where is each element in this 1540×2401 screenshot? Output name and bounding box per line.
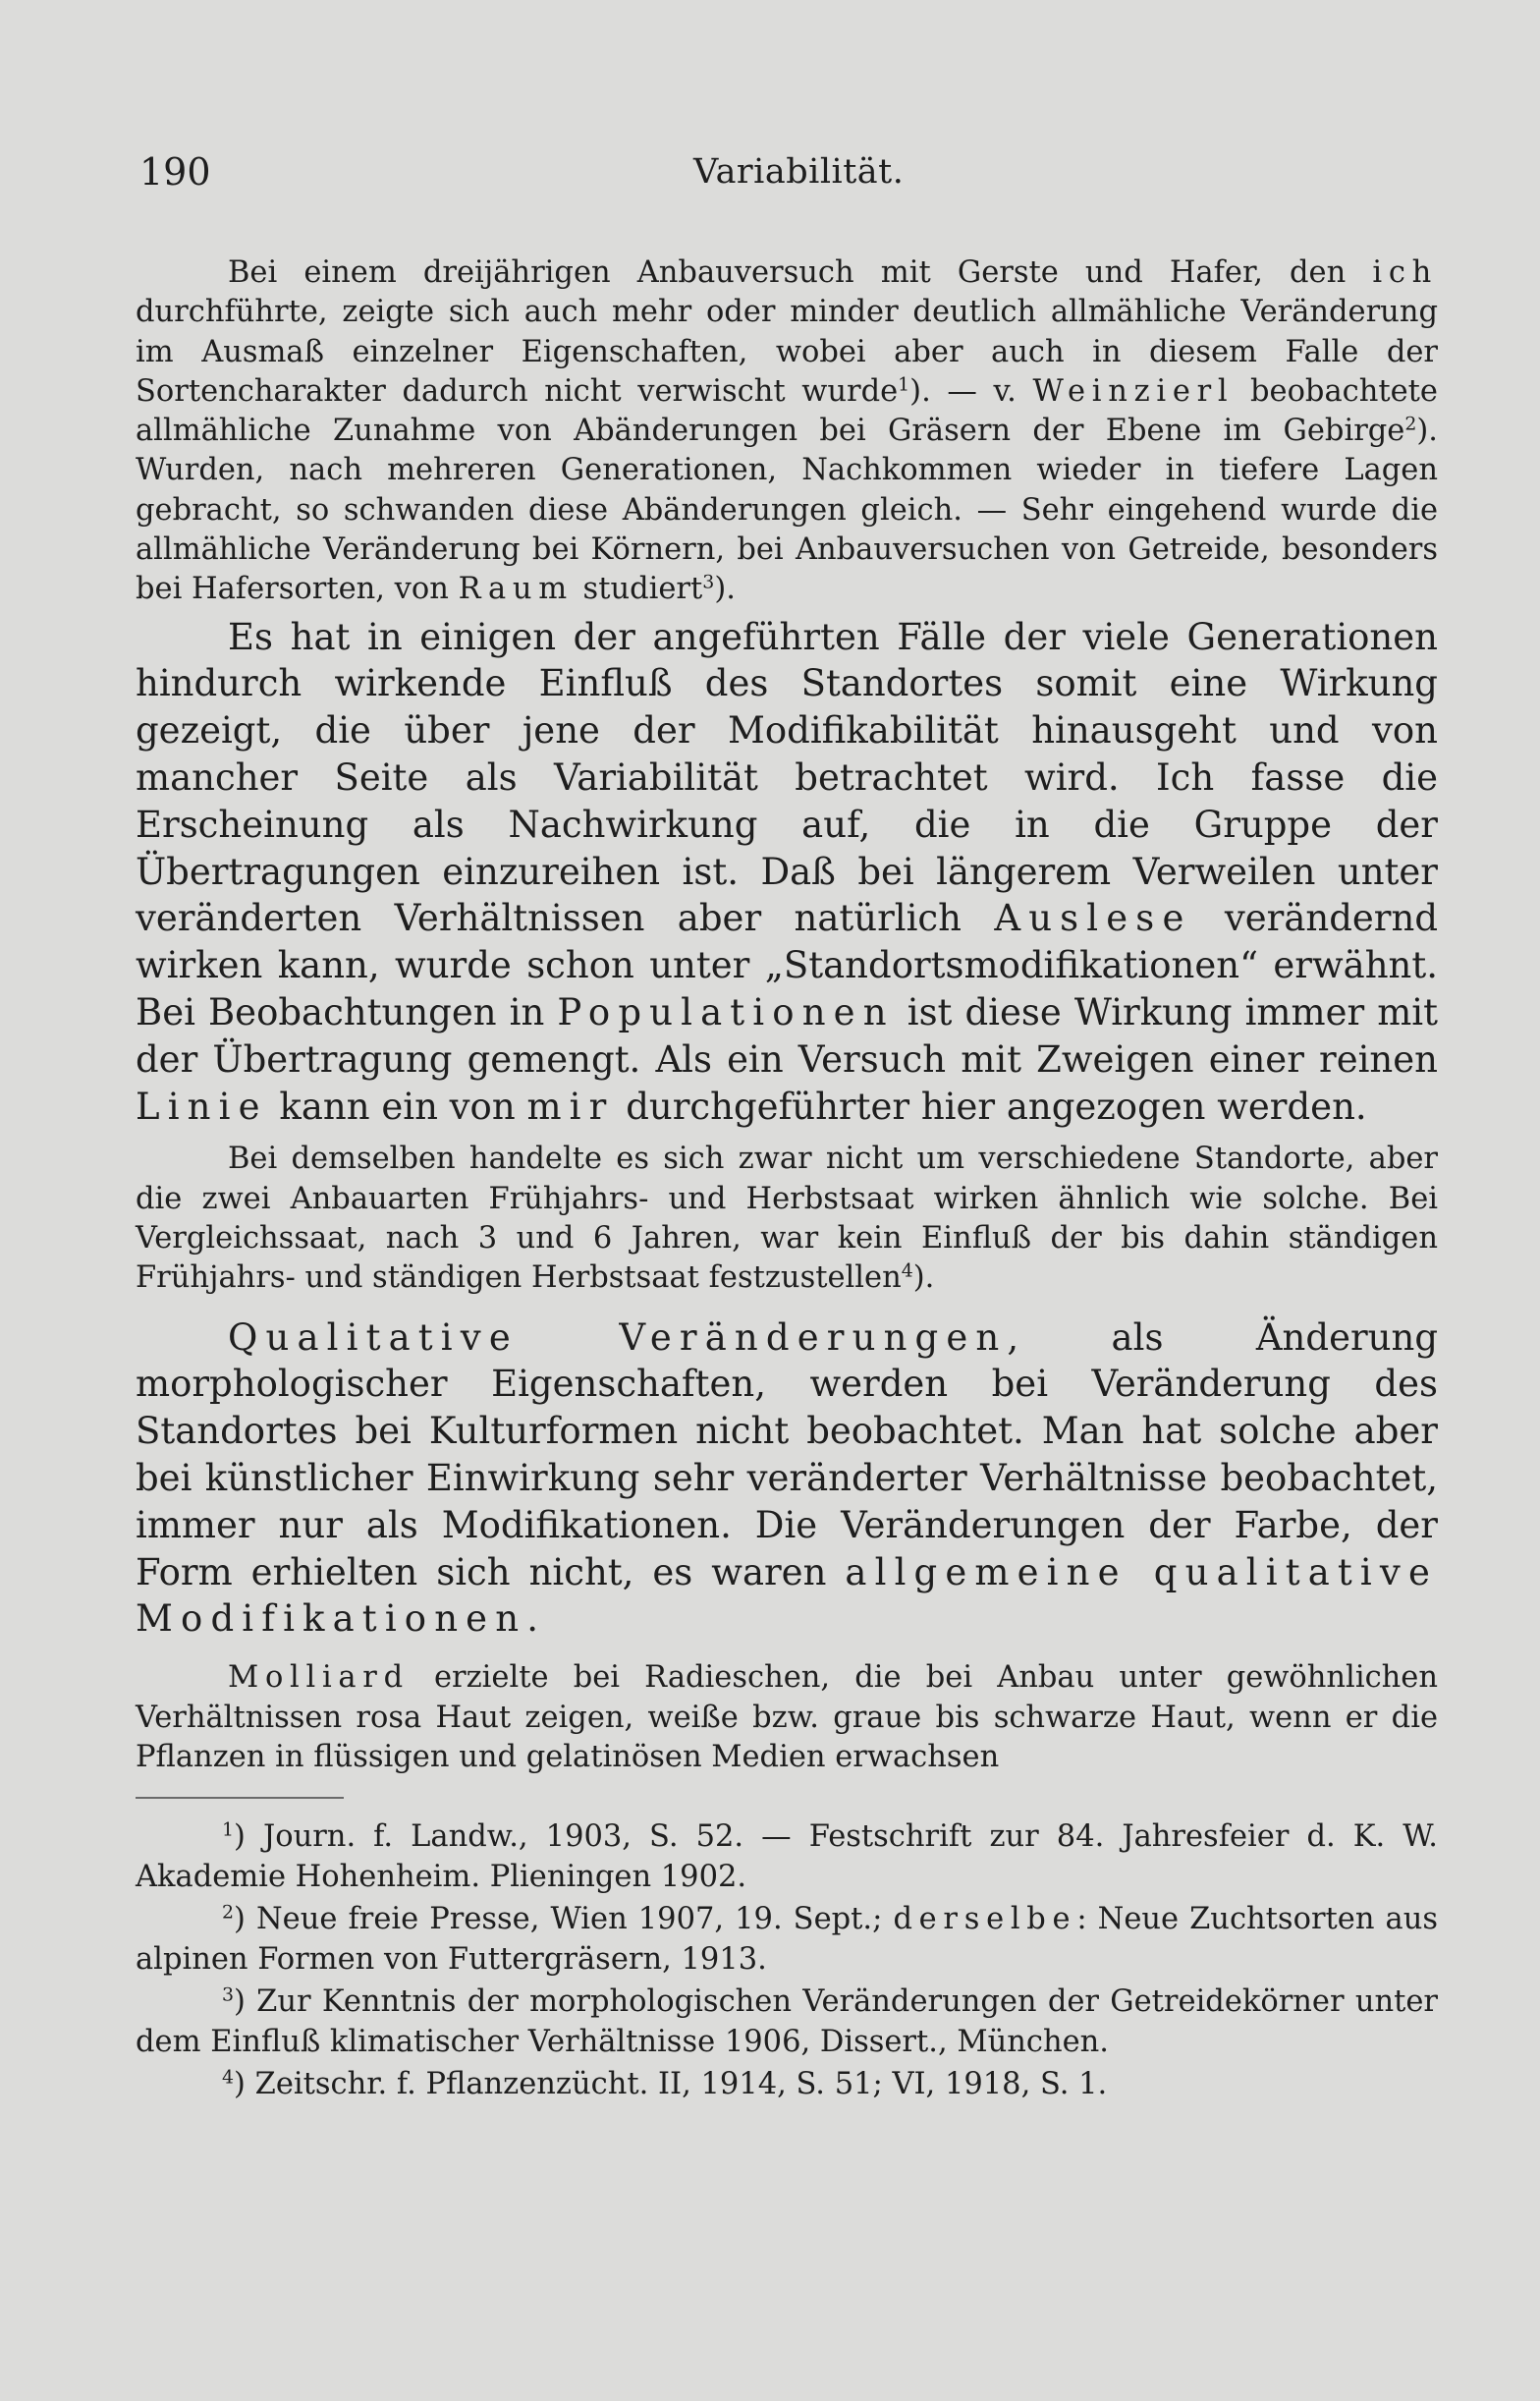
paragraph-molliard: [136, 1658, 1438, 1777]
spaced-emphasis: allgemeine qualitative Modifikationen: [136, 1550, 1438, 1641]
spaced-emphasis: Auslese: [994, 897, 1192, 940]
footnote-text: ) Zur Kenntnis der morphologischen Veränderungen der Getreidekörner unter dem Einfluß klimatischer Verhältnisse 1906, Dissert., München.: [136, 1984, 1438, 2060]
footnote-mark: 4: [222, 2066, 235, 2089]
text-run: beobachtete allmähliche Zunahme von Abänderungen bei Gräsern der Ebene im Gebirge: [136, 373, 1438, 449]
footnote-mark: 2: [222, 1901, 235, 1924]
spaced-emphasis: Linie: [136, 1085, 268, 1128]
footnote-ref-2[interactable]: 2: [1404, 413, 1417, 435]
text-run: Bei demselben handelte es sich zwar nicht um verschiedene Standorte, aber die zwei Anbauarten Frühjahrs- und Herbstsaat wirken ähnlich wie solche. Bei Vergleichssaat, nach 3 und 6 Jahren, war kein Einfluß der bis dahin ständigen Frühjahrs- und ständigen Herbstsaat festzustellen: [136, 1142, 1438, 1296]
spaced-emphasis: mir: [526, 1085, 615, 1128]
page-number: 190: [139, 150, 211, 194]
text-run: ist diese Wirkung immer mit der Übertragung gemengt. Als ein Versuch mit Zweigen einer reinen: [136, 991, 1438, 1081]
text-run: durchgeführter hier angezogen werden.: [614, 1085, 1367, 1128]
footnote-mark: 1: [222, 1818, 235, 1841]
author-weinzierl: Weinzierl: [1032, 373, 1235, 409]
running-title: Variabilität.: [693, 152, 905, 192]
footnotes: [136, 1816, 1438, 2104]
footnote-text: : Neue Zuchtsorten aus alpinen Formen von Futtergräsern, 1913.: [136, 1902, 1438, 1978]
text-run: verändernd wirken kann, wurde schon unter „Standortsmodifikationen“ erwähnt. Bei Beobachtungen in: [136, 897, 1438, 1034]
footnote-text: ) Journ. f. Landw., 1903, S. 52. — Festschrift zur 84. Jahresfeier d. K. W. Akademie Hohenheim. Plieningen 1902.: [136, 1819, 1438, 1895]
running-head: [136, 147, 1438, 196]
footnote-ref-1[interactable]: 1: [898, 373, 910, 396]
text-run: studiert: [573, 572, 703, 607]
text-run: erzielte bei Radieschen, die bei Anbau unter gewöhnlichen Verhältnissen rosa Haut zeigen, weiße bzw. graue bis schwarze Haut, wenn er die Pflanzen in flüssigen und gelatinösen Medien erwachsen: [136, 1660, 1438, 1774]
text-run: Bei einem dreijährigen Anbauversuch mit Gerste und Hafer, den: [228, 255, 1373, 290]
paragraph-vergleichssaat: [136, 1140, 1438, 1298]
footnote-ref-4[interactable]: 4: [901, 1259, 913, 1282]
author-molliard: Molliard: [228, 1660, 410, 1696]
footnote-mark: 3: [222, 1983, 235, 2006]
text-run: Es hat in einigen der angeführten Fälle der viele Generationen hindurch wirkende Einfluß des Standortes somit eine Wirkung gezeigt, die über jene der Modifikabilität hinausgeht und von mancher Seite als Variabilität betrachtet wird. Ich fasse die Erscheinung als Nachwirkung auf, die in die Gruppe der Übertragungen einzureihen ist. Daß bei längerem Verweilen unter veränderten Verhältnissen aber natürlich: [136, 615, 1438, 940]
text-run: ). — v.: [909, 373, 1033, 409]
footnote-1: [136, 1816, 1438, 1897]
spaced-emphasis: derselbe: [893, 1902, 1077, 1937]
footnote-3: [136, 1982, 1438, 2062]
footnote-2: [136, 1899, 1438, 1980]
footnote-text: ) Neue freie Presse, Wien 1907, 19. Sept.;: [234, 1902, 894, 1937]
text-run: , als Änderung morphologischer Eigenschaften, werden bei Veränderung des Standortes bei Kulturformen nicht beobachtet. Man hat solche aber bei künstlicher Einwirkung sehr veränderter Verhältnisse beobachtet, immer nur als Modifikationen. Die Veränderungen der Farbe, der Form erhielten sich nicht, es waren: [136, 1315, 1439, 1593]
footnote-ref-3[interactable]: 3: [702, 571, 715, 593]
page-body: [136, 253, 1438, 2104]
text-run: .: [526, 1597, 538, 1641]
text-run: ).: [912, 1260, 935, 1296]
footnote-text: ) Zeitschr. f. Pflanzenzücht. II, 1914, S. 51; VI, 1918, S. 1.: [234, 2067, 1108, 2102]
text-run: ).: [714, 572, 736, 607]
footnote-4: [136, 2064, 1438, 2104]
paragraph-qualitative: [136, 1314, 1438, 1644]
spaced-emphasis: Populationen: [557, 991, 895, 1034]
spaced-emphasis: Qualitative Veränderungen: [228, 1315, 1008, 1359]
text-run: ). Wurden, nach mehreren Generationen, Nachkommen wieder in tiefere Lagen gebracht, so schwanden diese Abänderungen gleich. — Sehr eingehend wurde die allmähliche Veränderung bei Körnern, bei Anbauversuchen von Getreide, besonders bei Hafersorten, von: [136, 414, 1438, 607]
author-raum: Raum: [458, 572, 574, 607]
paragraph-nachwirkung: [136, 614, 1438, 1131]
spaced-emphasis: ich: [1372, 255, 1438, 290]
text-run: durchführte, zeigte sich auch mehr oder minder deutlich allmähliche Veränderung im Ausmaß einzelner Eigenschaften, wobei aber auch in diesem Falle der Sortencharakter dadurch nicht verwischt wurde: [136, 295, 1438, 409]
paragraph-anbauversuch: [136, 253, 1438, 610]
text-run: kann ein von: [267, 1085, 527, 1128]
footnote-divider: [136, 1797, 344, 1799]
